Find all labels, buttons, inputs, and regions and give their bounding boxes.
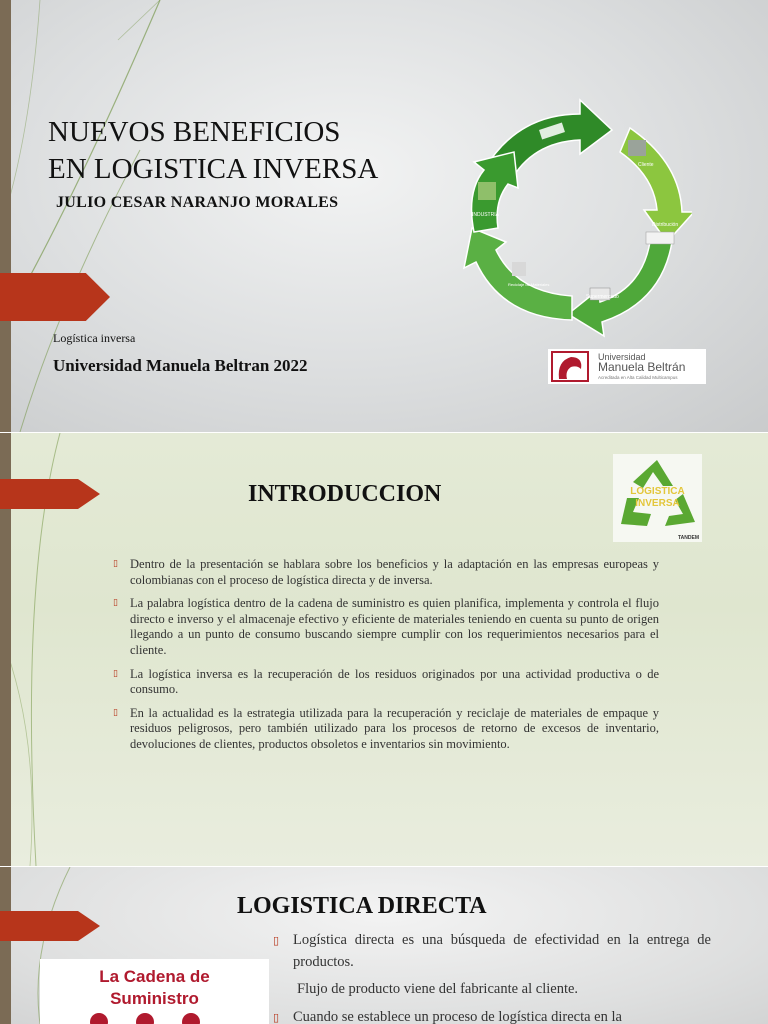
cycle-label-cliente: Cliente <box>638 162 654 168</box>
list-item: ▯ La palabra logística dentro de la cadena de suministro es quien planifica, implementa y controla el flujo directo e inverso y el almacenaje efectivo y eficiente de materiales teniendo en cuenta su punto de origen llegando a un punto de consumo buscando siempre cumplir con los requerimientos necesarios para el cliente. <box>113 596 659 657</box>
list-item: Flujo de producto viene del fabricante al cliente. <box>297 981 579 997</box>
reverse-logistics-cycle-diagram <box>462 92 692 338</box>
image-line-1: La Cadena de <box>99 967 210 986</box>
list-item: ▯ Cuando se establece un proceso de logística directa en la <box>293 1007 711 1024</box>
title-line-2: EN LOGISTICA INVERSA <box>48 153 379 185</box>
university-year: Universidad Manuela Beltran 2022 <box>53 356 308 375</box>
section-title: INTRODUCCION <box>248 481 442 507</box>
list-item: ▯ Logística directa es una búsqueda de efectividad en la entrega de productos. <box>273 932 711 970</box>
logo-line-2: Manuela Beltrán <box>598 360 686 374</box>
left-accent-bar <box>0 867 11 1024</box>
cycle-label-industria: INDUSTRIA <box>472 212 499 218</box>
chain-dot <box>182 1013 200 1024</box>
presentation-title <box>48 114 378 188</box>
list-item: ▯ En la actualidad es la estrategia utilizada para la recuperación y reciclaje de materiales de empaque y residuos peligrosos, pero también utilizado para los procesos de retorno de excesos de inventario, devoluciones de clientes, productos obsoletos e inventarios sin movimiento. <box>113 705 659 751</box>
slide-introduccion <box>0 433 768 866</box>
logo-line-3: Acreditada en Alta Calidad Multicampus <box>598 375 678 380</box>
section-title: LOGISTICA DIRECTA <box>237 893 487 919</box>
red-arrow-tag <box>0 273 110 321</box>
bullet-icon: ▯ <box>273 934 280 947</box>
cycle-arrow-right-bottom <box>568 242 672 336</box>
bullet-icon: ▯ <box>273 1010 280 1024</box>
university-emblem-icon <box>551 351 589 382</box>
subtitle: Logística inversa <box>53 331 136 345</box>
logo-brand: TANDEM <box>677 535 699 541</box>
left-accent-bar <box>0 0 11 432</box>
red-arrow-tag <box>0 911 100 941</box>
cadena-suministro-image <box>40 959 269 1024</box>
slide-logistica-directa <box>0 867 768 1024</box>
cycle-label-supermercado: Supermercado <box>586 294 619 300</box>
title-line-1: NUEVOS BENEFICIOS <box>48 116 341 148</box>
red-arrow-tag <box>0 479 100 509</box>
logo-line-1: Universidad <box>598 352 646 362</box>
chain-dot <box>136 1013 154 1024</box>
directa-bullet-list <box>273 930 711 1024</box>
university-logo <box>548 349 706 384</box>
chain-dot <box>90 1013 108 1024</box>
intro-bullet-list <box>113 557 659 761</box>
cycle-label-reciclaje: Reciclaje de Materiales <box>508 282 550 287</box>
logistica-inversa-logo <box>613 454 702 542</box>
slide-title <box>0 0 768 432</box>
list-item: ▯ Dentro de la presentación se hablara sobre los beneficios y la adaptación en las empresas europeas y colombianas con el proceso de logística directa y de inversa. <box>113 557 659 587</box>
bullet-icon: ▯ <box>113 598 118 609</box>
logo-text-line-2: INVERSA <box>635 498 680 509</box>
bullet-icon: ▯ <box>113 559 118 569</box>
cycle-label-distribucion: Distribución <box>652 222 679 228</box>
bullet-icon: ▯ <box>113 707 118 718</box>
list-item: ▯ La logística inversa es la recuperación de los residuos originados por una actividad productiva o de consumo. <box>113 666 659 697</box>
author-name: JULIO CESAR NARANJO MORALES <box>56 194 339 211</box>
bullet-icon: ▯ <box>113 668 118 679</box>
logo-text-line-1: LOGISTICA <box>630 486 685 497</box>
image-line-2: Suministro <box>110 989 199 1008</box>
